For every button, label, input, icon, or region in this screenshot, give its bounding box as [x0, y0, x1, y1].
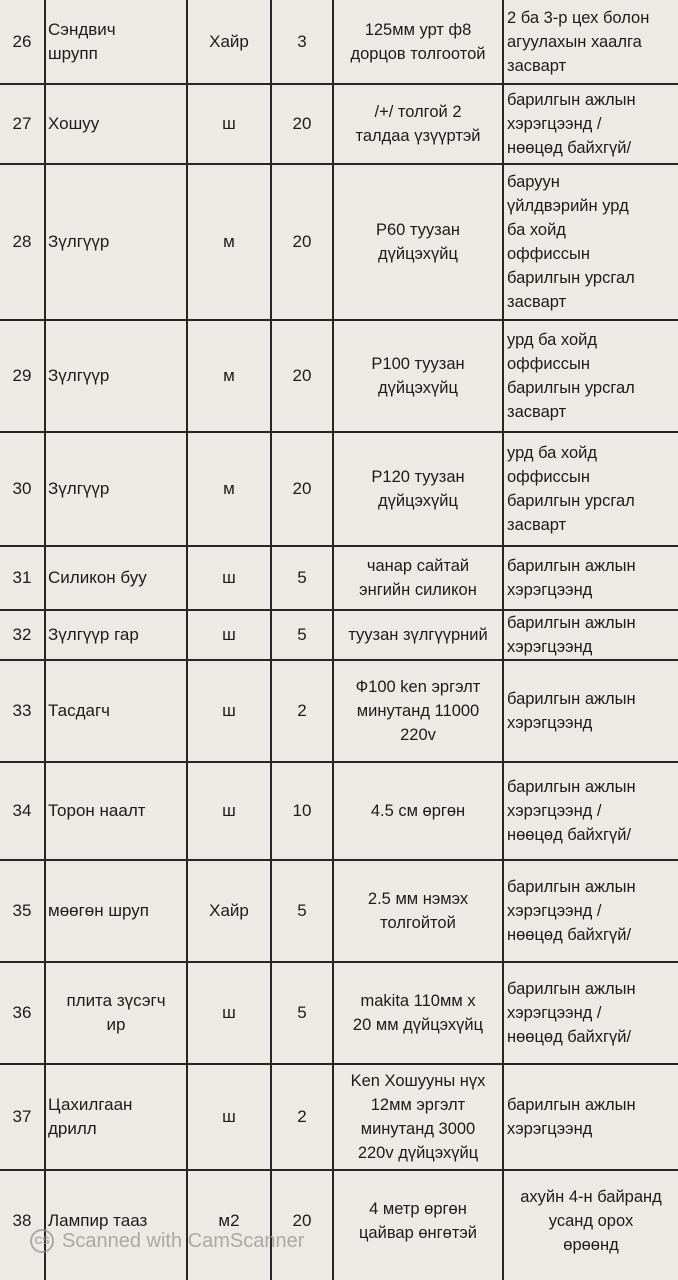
item-name: Хошуу: [48, 114, 100, 133]
item-specification: Р60 туузан дүйцэхүйц: [375, 221, 461, 263]
item-unit: м: [223, 479, 235, 498]
item-name: Цахилгаан дрилл: [48, 1095, 133, 1138]
watermark-text: Scanned with CamScanner: [62, 1229, 305, 1252]
item-purpose: барилгын ажлын хэрэгцээнд: [507, 1096, 636, 1138]
item-specification: 4.5 см өргөн: [370, 802, 466, 820]
item-name: Торон наалт: [48, 801, 146, 820]
item-specification: makita 110мм х 20 мм дүйцэхүйц: [352, 992, 484, 1034]
row-number: 36: [12, 1003, 32, 1022]
item-unit: м: [223, 366, 235, 385]
row-number: 38: [12, 1211, 32, 1230]
item-purpose: баруун үйлдвэрийн урд ба хойд оффиссын барилгын урсгал засварт: [507, 173, 635, 311]
item-name: Тасдагч: [48, 701, 111, 720]
item-unit: ш: [222, 1003, 236, 1022]
item-specification: Ф100 ken эргэлт минутанд 11000 220v: [355, 678, 481, 744]
item-specification: Ken Хошууны нүх 12мм эргэлт минутанд 3000 220v дүйцэхүйц: [350, 1072, 486, 1162]
item-purpose: барилгын ажлын хэрэгцээнд / нөөцөд байхгүй/: [507, 980, 636, 1046]
item-quantity: 3: [297, 31, 307, 51]
item-name: Зүлгүүр: [48, 366, 110, 385]
row-number: 26: [12, 31, 32, 51]
item-quantity: 20: [292, 366, 312, 385]
item-purpose: барилгын ажлын хэрэгцээнд: [507, 614, 636, 656]
item-purpose: барилгын ажлын хэрэгцээнд / нөөцөд байхгүй/: [507, 91, 636, 157]
item-name: Силикон буу: [48, 568, 147, 587]
item-quantity: 2: [297, 1107, 307, 1126]
row-number: 30: [12, 479, 32, 498]
row-number: 27: [12, 114, 32, 133]
item-quantity: 20: [292, 232, 312, 251]
item-specification: туузан зүлгүүрний: [348, 626, 488, 644]
item-quantity: 5: [297, 568, 307, 587]
item-purpose: барилгын ажлын хэрэгцээнд: [507, 557, 636, 599]
item-unit: ш: [222, 114, 236, 133]
item-name: плита зүсэгч ир: [66, 991, 166, 1034]
item-name: Зүлгүүр: [48, 232, 110, 251]
item-unit: Хайр: [209, 31, 249, 51]
item-specification: 2.5 мм нэмэх толгойтой: [367, 890, 469, 932]
item-quantity: 20: [292, 1211, 312, 1230]
item-unit: ш: [222, 1107, 236, 1126]
item-specification: 125мм урт ф8 дорцов толгоотой: [350, 20, 486, 63]
item-specification: Р120 туузан дүйцэхүйц: [371, 468, 465, 510]
item-name: Зүлгүүр: [48, 479, 110, 498]
item-unit: Хайр: [209, 901, 249, 920]
item-purpose: барилгын ажлын хэрэгцээнд / нөөцөд байхгүй/: [507, 878, 636, 944]
item-name: Зүлгүүр гар: [48, 625, 139, 644]
row-number: 31: [12, 568, 32, 587]
item-quantity: 20: [292, 114, 312, 133]
item-quantity: 5: [297, 901, 307, 920]
item-purpose: барилгын ажлын хэрэгцээнд: [507, 690, 636, 732]
row-number: 37: [12, 1107, 32, 1126]
item-quantity: 20: [292, 479, 312, 498]
item-name: Лампир тааз: [48, 1211, 148, 1230]
row-number: 34: [12, 801, 32, 820]
row-number: 32: [12, 625, 32, 644]
camscanner-watermark: [30, 1227, 304, 1255]
row-number: 33: [12, 701, 32, 720]
item-unit: ш: [222, 801, 236, 820]
item-unit: ш: [222, 625, 236, 644]
item-unit: ш: [222, 568, 236, 587]
item-unit: м2: [218, 1211, 240, 1230]
item-purpose: ахуйн 4-н байранд усанд орох өрөөнд: [520, 1188, 662, 1254]
item-unit: м: [223, 232, 235, 251]
camscanner-logo-icon: CS: [30, 1229, 54, 1253]
item-purpose: урд ба хойд оффиссын барилгын урсгал засварт: [507, 444, 635, 534]
item-purpose: 2 ба 3-р цех болон агуулахын хаалга засварт: [507, 8, 650, 75]
item-name: мөөгөн шруп: [48, 901, 149, 920]
item-purpose: барилгын ажлын хэрэгцээнд / нөөцөд байхгүй/: [507, 778, 636, 844]
item-quantity: 5: [297, 625, 307, 644]
row-number: 29: [12, 366, 32, 385]
row-number: 28: [12, 232, 32, 251]
item-quantity: 2: [297, 701, 307, 720]
item-specification: Р100 туузан дүйцэхүйц: [371, 355, 465, 397]
item-specification: /+/ толгой 2 талдаа үзүүртэй: [355, 103, 481, 145]
item-specification: чанар сайтай энгийн силикон: [359, 557, 477, 599]
item-purpose: урд ба хойд оффиссын барилгын урсгал засварт: [507, 331, 635, 421]
item-quantity: 5: [297, 1003, 307, 1022]
row-number: 35: [12, 901, 32, 920]
item-quantity: 10: [292, 801, 312, 820]
item-unit: ш: [222, 701, 236, 720]
item-specification: 4 метр өргөн цайвар өнгөтэй: [358, 1200, 478, 1242]
item-name: Сэндвич шрупп: [48, 19, 116, 63]
